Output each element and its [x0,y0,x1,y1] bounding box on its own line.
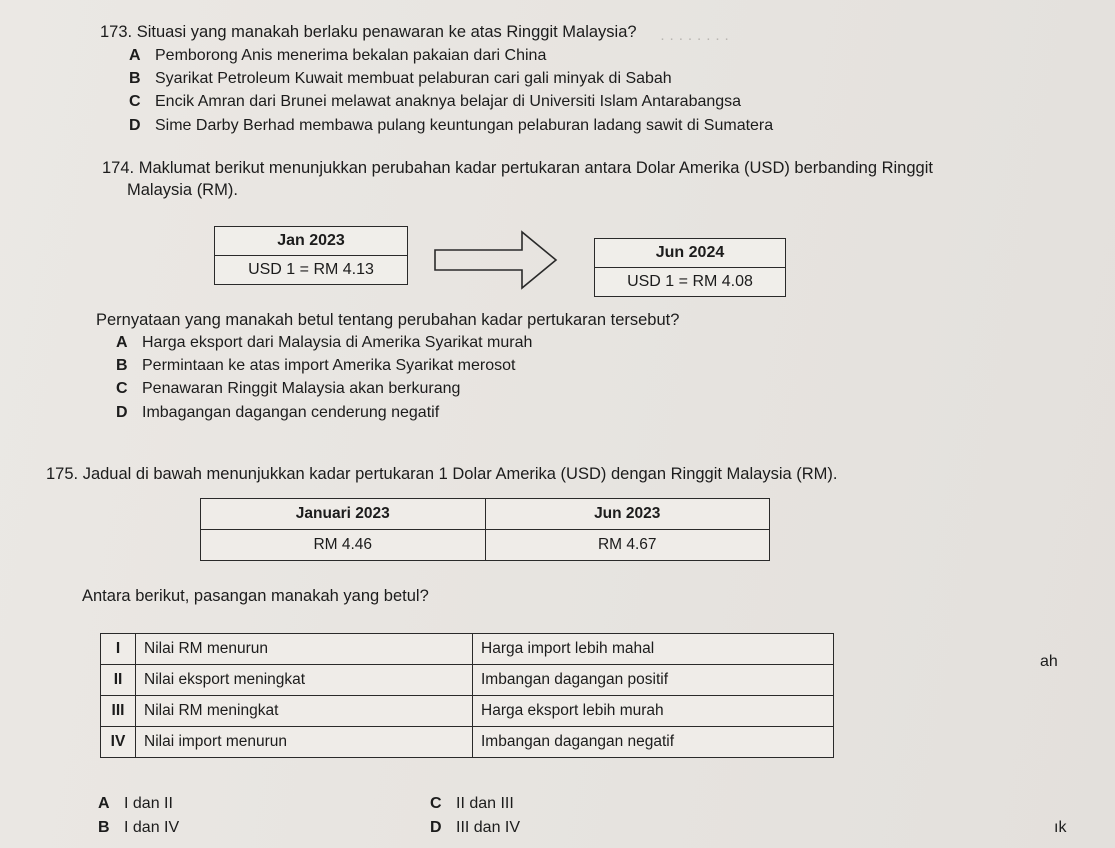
q173-option-c: C Encik Amran dari Brunei melawat anaknya belajar di Universiti Islam Antarabangsa [129,93,742,110]
q174-option-b: B Permintaan ke atas import Amerika Syarikat merosot [116,357,516,374]
pair-number: I [101,634,136,665]
pair-right: Imbangan dagangan negatif [473,727,834,758]
q174-prompt: Pernyataan yang manakah betul tentang perubahan kadar pertukaran tersebut? [96,311,680,329]
pair-right: Imbangan dagangan positif [473,665,834,696]
right-arrow-icon [432,228,560,292]
margin-fragment: ık [1054,819,1067,836]
table-header-cell: Januari 2023 [201,499,486,530]
q173-option-a: A Pemborong Anis menerima bekalan pakaian dari China [129,47,547,64]
rate-box-header: Jun 2024 [595,239,785,268]
q175-answer-a: A I dan II [98,795,173,812]
q174-question-line1: 174. Maklumat berikut menunjukkan perubahan kadar pertukaran antara Dolar Amerika (USD) berbanding Ringgit [102,159,933,177]
rate-box-header: Jan 2023 [215,227,407,256]
q175-question: 175. Jadual di bawah menunjukkan kadar pertukaran 1 Dolar Amerika (USD) dengan Ringgit Malaysia (RM). [46,465,838,483]
q175-pairs-table [100,633,834,758]
pair-left: Nilai RM menurun [136,634,473,665]
q174-question-line2: Malaysia (RM). [127,181,238,199]
pair-number: II [101,665,136,696]
table-header-cell: Jun 2023 [485,499,770,530]
q173-option-b: B Syarikat Petroleum Kuwait membuat pelaburan cari gali minyak di Sabah [129,70,672,87]
rate-box-value: USD 1 = RM 4.08 [627,273,753,290]
pair-right: Harga import lebih mahal [473,634,834,665]
table-row [101,634,834,665]
q175-answer-b: B I dan IV [98,819,180,836]
q175-answer-c: C II dan III [430,795,514,812]
pair-number: III [101,696,136,727]
q174-option-d: D Imbagangan dagangan cenderung negatif [116,404,440,421]
table-row [101,665,834,696]
table-row [101,727,834,758]
q175-prompt: Antara berikut, pasangan manakah yang betul? [82,587,429,605]
pair-number: IV [101,727,136,758]
rate-box-value: USD 1 = RM 4.13 [248,261,374,278]
pair-right: Harga eksport lebih murah [473,696,834,727]
q174-option-a: A Harga eksport dari Malaysia di Amerika Syarikat murah [116,334,533,351]
table-row [101,696,834,727]
table-cell: RM 4.67 [485,530,770,561]
rate-box-jun-2024 [594,238,786,297]
pair-left: Nilai eksport meningkat [136,665,473,696]
q173-option-d: D Sime Darby Berhad membawa pulang keuntungan pelaburan ladang sawit di Sumatera [129,117,774,134]
q174-option-c: C Penawaran Ringgit Malaysia akan berkurang [116,380,461,397]
table-row [201,530,770,561]
q175-answer-d: D III dan IV [430,819,521,836]
q173-question: 173. Situasi yang manakah berlaku penawaran ke atas Ringgit Malaysia? [100,23,637,41]
table-cell: RM 4.46 [201,530,486,561]
pair-left: Nilai import menurun [136,727,473,758]
margin-fragment: ah [1040,653,1058,670]
table-header-row [201,499,770,530]
show-through-text: · · · · · · · · [660,30,730,47]
rate-box-jan-2023 [214,226,408,285]
pair-left: Nilai RM meningkat [136,696,473,727]
q175-rate-table [200,498,770,561]
